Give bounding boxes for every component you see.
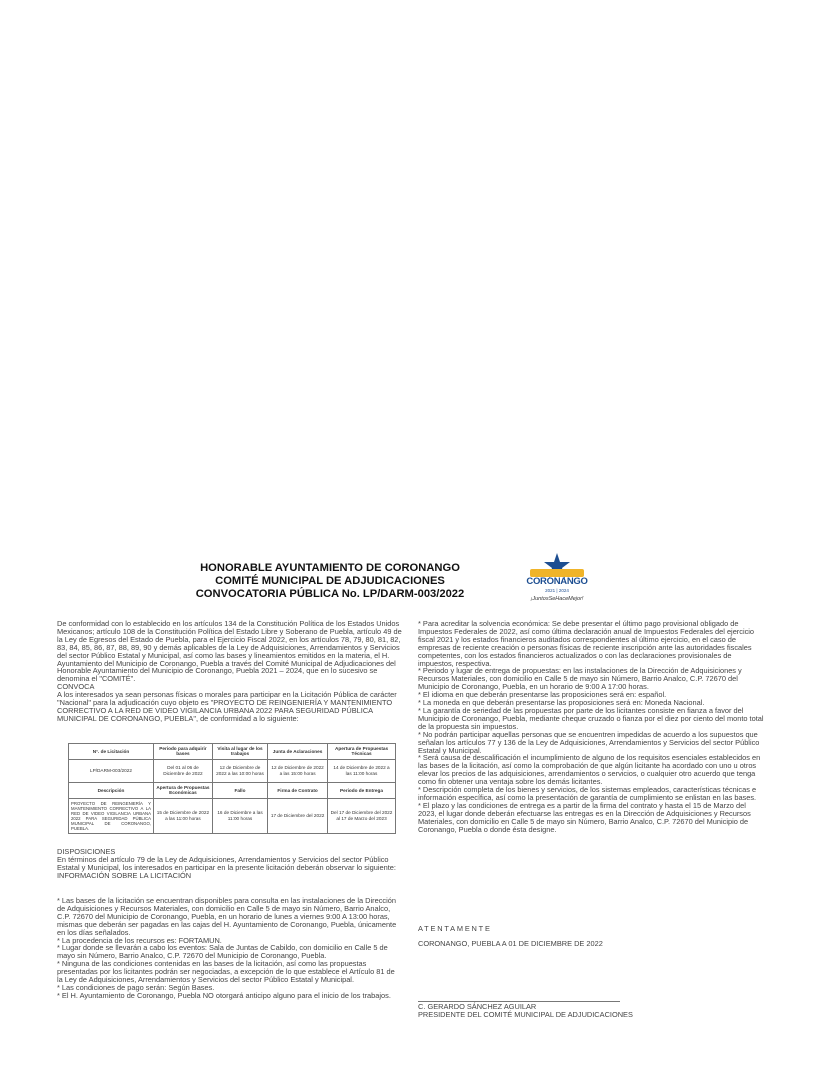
signature-att: ATENTAMENTE — [418, 924, 492, 933]
signature-place-date: CORONANGO, PUEBLA A 01 DE DICIEMBRE DE 2022 — [418, 939, 603, 948]
table-row — [69, 798, 396, 833]
table-cell: 15 de Diciembre de 2022 a las 11:00 horas — [154, 798, 213, 833]
table-cell: Apertura de Propuestas Económicas — [154, 782, 213, 798]
right-bullets — [418, 620, 764, 833]
table-cell: PROYECTO DE REINGENIERÍA Y MANTENIMIENTO CORRECTIVO A LA RED DE VIDEO VIGILANCIA URBANA 2022 PARA SEGURIDAD PÚBLICA MUNICIPAL DE CORONANGO, PUEBLA. — [69, 798, 154, 833]
left-column-intro — [57, 620, 402, 723]
dispositions-title: DISPOSICIONES — [57, 847, 116, 856]
left-bullets — [57, 897, 402, 1000]
list-item: * No podrán participar aquellas personas que se encuentren impedidas de acuerdo a los supuestos que señalan los artículos 77 y 136 de la Ley de Adquisiciones, Arrendamientos y Servicios del sector Público Estatal y Municipal. — [418, 729, 760, 755]
table-cell: Periodo para adquirir bases — [154, 744, 213, 760]
list-item: * Descripción completa de los bienes y servicios, de los sistemas empleados, características técnicas e información específica, así como la presentación de garantía de cumplimiento se enlistan en las bases. — [418, 785, 757, 802]
table-cell: 14 de Diciembre de 2022 a las 11:00 horas — [328, 759, 396, 782]
table-cell: Del 17 de Diciembre del 2022 al 17 de Marzo del 2023 — [328, 798, 396, 833]
coronango-logo — [524, 551, 590, 611]
table-cell: Del 01 al 06 de Diciembre de 2022 — [154, 759, 213, 782]
table-cell: 16 de Diciembre a las 11:00 horas — [212, 798, 267, 833]
table-cell: Descripción — [69, 782, 154, 798]
header-line-2: COMITÉ MUNICIPAL DE ADJUDICACIONES — [215, 575, 445, 587]
table-cell: N°. de Licitación — [69, 744, 154, 760]
list-item: * El plazo y las condiciones de entrega es a partir de la firma del contrato y hasta el 15 de Marzo del 2023, el lugar donde deberán efectuarse las entregas es en la Dirección de Adquisiciones y Recursos Materiales, con domicilio en Calle 5 de mayo sin Número, Barrio Analco, C.P. 72670 del Municipio de Coronango, Puebla o donde ésta designe. — [418, 800, 751, 834]
convoca-heading: CONVOCA — [57, 682, 95, 692]
list-item: * El H. Ayuntamiento de Coronango, Puebla NO otorgará anticipo alguno para el inicio de los trabajos. — [57, 990, 391, 1000]
signer-name: C. GERARDO SÁNCHEZ AGUILAR — [418, 1002, 537, 1011]
tender-schedule-table — [68, 743, 396, 834]
list-item: * Para acreditar la solvencia económica: Se debe presentar el último pago provisional obligado de Impuestos Federales de 2022, así como última declaración anual de Impuestos Federales del ejercicio fiscal 2021 y los estados financieros auditados correspondientes al último ejercicio, en el caso de empresas de reciente creación o personas físicas de reciente inscripción ante las autoridades fiscales competentes, con los estados financieros actualizados o con las declaraciones provisionales de impuestos, respectiva. — [418, 619, 755, 668]
table-cell: Fallo — [212, 782, 267, 798]
list-item: * Será causa de descalificación el incumplimiento de alguno de los requisitos esenciales establecidos en las bases de la licitación, así como la comprobación de que algún licitante ha acordado con uno u otros elevar los precios de las adquisiciones, arrendamientos o servicios, o cualquier otro acuerdo que tenga como fin obtener una ventaja sobre los demás licitantes. — [418, 753, 761, 787]
signature-block — [418, 1003, 633, 1019]
intro-paragraph: De conformidad con lo establecido en los artículos 134 de la Constitución Política de los Estados Unidos Mexicanos; artículo 108 de la Constitución Política del Estado Libre y Soberano de Puebla, artículo 49 de la Ley de Egresos del Estado de Puebla, para el Ejercicio Fiscal 2022, en los artículos 78, 79, 80, 81, 82, 83, 84, 85, 86, 87, 88, 89, 90 y demás aplicables de la Ley de Adquisiciones, Arrendamientos y Servicios del sector Público Estatal y Municipal, así como las bases y lineamientos emitidos en la materia, el H. Ayuntamiento del Municipio de Coronango, Puebla a través del Comité Municipal de Adjudicaciones del Honorable Ayuntamiento del Municipio de Coronango, Puebla 2021 – 2024, que en lo sucesivo se denomina el "COMITÉ". — [57, 619, 402, 684]
info-heading: INFORMACIÓN SOBRE LA LICITACIÓN — [57, 870, 192, 880]
dispositions-section — [57, 848, 402, 880]
list-item: * Periodo y lugar de entrega de propuestas: en las instalaciones de la Dirección de Adquisiciones y Recursos Materiales, con domicilio en Calle 5 de mayo sin Número, Barrio Analco, C.P. 72670 del Municipio de Coronango, Puebla, en un horario de 9:00 A 17:00 horas. — [418, 666, 742, 692]
table-cell: 12 de Diciembre de 2022 a las 10:00 horas — [212, 759, 267, 782]
list-item: * La procedencia de los recursos es: FORTAMUN. — [57, 935, 222, 945]
table-cell: Firma de Contrato — [268, 782, 328, 798]
table-cell: Visita al lugar de los trabajos — [212, 744, 267, 760]
table-cell: 12 de Diciembre de 2022 a las 15:00 horas — [268, 759, 328, 782]
header-line-1: HONORABLE AYUNTAMIENTO DE CORONANGO — [200, 562, 460, 574]
table-header-row — [69, 782, 396, 798]
table-cell: LP/DARM-003/2022 — [69, 759, 154, 782]
table-cell: 17 de Diciembre del 2022 — [268, 798, 328, 833]
logo-slogan: ¡JuntosSeHaceMejor! — [530, 596, 584, 602]
list-item: * Lugar donde se llevarán a cabo los eventos: Sala de Juntas de Cabildo, con domicilio en Calle 5 de mayo sin Número, Barrio Analco, C.P. 72670 del Municipio de Coronango, Puebla. — [57, 943, 388, 961]
table-row — [69, 759, 396, 782]
dispositions-text: En términos del artículo 79 de la Ley de Adquisiciones, Arrendamientos y Servicios del sector Público Estatal y Municipal, los interesados en participar en la presente licitación deberán observar lo siguiente: — [57, 854, 396, 872]
list-item: * Las bases de la licitación se encuentran disponibles para consulta en las instalaciones de la Dirección de Adquisiciones y Recursos Materiales, con domicilio en Calle 5 de mayo sin Número, Barrio Analco, C.P. 72670 del Municipio de Coronango, Puebla, en un horario de lunes a viernes 9:00 A 13:00 horas, mismas que deberán ser pagadas en las cajas del H. Ayuntamiento de Coronango, Puebla, únicamente en los días señalados. — [57, 896, 397, 937]
document-header — [150, 562, 510, 601]
table-cell: Periodo de Entrega — [328, 782, 396, 798]
logo-years: 2021 | 2024 — [545, 588, 569, 593]
header-line-3: CONVOCATORIA PÚBLICA No. LP/DARM-003/2022 — [195, 588, 465, 600]
list-item: * Las condiciones de pago serán: Según Bases. — [57, 982, 215, 992]
table-header-row — [69, 744, 396, 760]
list-item: * Ninguna de las condiciones contenidas en las bases de la licitación, así como las propuestas presentadas por los licitantes podrán ser negociadas, a excepción de lo que establece el Artículo 81 de la Ley de Adquisiciones, Arrendamientos y Servicios del sector Público Estatal y Municipal. — [57, 959, 395, 985]
logo-wordmark: CORONANGO — [526, 576, 588, 587]
list-item: * El idioma en que deberán presentarse las proposiciones será en: español. — [418, 690, 667, 700]
table-cell: Apertura de Propuestas Técnicas — [328, 744, 396, 760]
signer-role: PRESIDENTE DEL COMITÉ MUNICIPAL DE ADJUDICACIONES — [418, 1010, 633, 1019]
table-cell: Junta de Aclaraciones — [268, 744, 328, 760]
list-item: * La moneda en que deberán presentarse las proposiciones será en: Moneda Nacional. — [418, 698, 705, 708]
invitation-paragraph: A los interesados ya sean personas físicas o morales para participar en la Licitación Pública de carácter "Nacional" para la adjudicación cuyo objeto es "PROYECTO DE REINGENIERÍA Y MANTENIMIENTO CORRECTIVO A LA RED DE VIDEO VIGILANCIA URBANA 2022 PARA SEGURIDAD PÚBLICA MUNICIPAL DE CORONANGO, PUEBLA", de conformidad a lo siguiente: — [57, 690, 397, 723]
list-item: * La garantía de seriedad de las propuestas por parte de los licitantes consiste en fianza a favor del Municipio de Coronango, Puebla, mediante cheque cruzado o fianza por el diez por ciento del monto total de la propuesta sin impuestos. — [418, 705, 764, 731]
